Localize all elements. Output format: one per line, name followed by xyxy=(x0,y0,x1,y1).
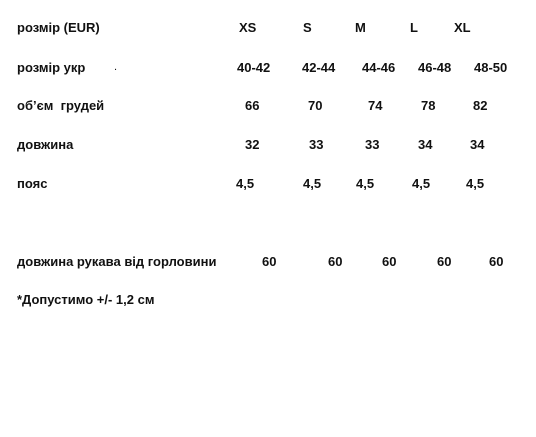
row-label-eur-size: розмір (EUR) xyxy=(17,20,100,35)
row-label-chest: об’єм грудей xyxy=(17,98,105,113)
cell-waist-2: 4,5 xyxy=(303,176,322,191)
cell-waist-3: 4,5 xyxy=(356,176,375,191)
cell-chest-4: 78 xyxy=(421,98,436,113)
cell-chest-2: 70 xyxy=(308,98,323,113)
cell-ua-4: 46-48 xyxy=(418,60,452,75)
row-label-ua-size: розмір укр xyxy=(17,60,86,75)
cell-ua-5: 48-50 xyxy=(474,60,508,75)
cell-ua-2: 42-44 xyxy=(302,60,336,75)
cell-waist-4: 4,5 xyxy=(412,176,431,191)
cell-chest-1: 66 xyxy=(245,98,260,113)
cell-chest-3: 74 xyxy=(368,98,383,113)
cell-length-1: 32 xyxy=(245,137,260,152)
sleeve-cell-4: 60 xyxy=(437,254,452,269)
cell-eur-l: L xyxy=(410,20,418,35)
cell-length-4: 34 xyxy=(418,137,433,152)
stray-dot-mark: . xyxy=(114,61,118,73)
cell-eur-xl: XL xyxy=(454,20,471,35)
row-label-waistband: пояс xyxy=(17,176,48,191)
cell-eur-m: M xyxy=(355,20,366,35)
cell-length-3: 33 xyxy=(365,137,380,152)
cell-eur-s: S xyxy=(303,20,312,35)
sleeve-cell-3: 60 xyxy=(382,254,397,269)
row-label-length: довжина xyxy=(17,137,74,152)
cell-eur-xs: XS xyxy=(239,20,257,35)
cell-ua-3: 44-46 xyxy=(362,60,396,75)
sleeve-cell-2: 60 xyxy=(328,254,343,269)
cell-waist-5: 4,5 xyxy=(466,176,485,191)
cell-ua-1: 40-42 xyxy=(237,60,271,75)
cell-length-5: 34 xyxy=(470,137,485,152)
cell-waist-1: 4,5 xyxy=(236,176,255,191)
cell-chest-5: 82 xyxy=(473,98,488,113)
cell-length-2: 33 xyxy=(309,137,324,152)
sleeve-cell-5: 60 xyxy=(489,254,504,269)
sleeve-length-label: довжина рукава від горловини xyxy=(17,254,217,269)
sleeve-cell-1: 60 xyxy=(262,254,277,269)
tolerance-note: *Допустимо +/- 1,2 см xyxy=(17,292,155,307)
